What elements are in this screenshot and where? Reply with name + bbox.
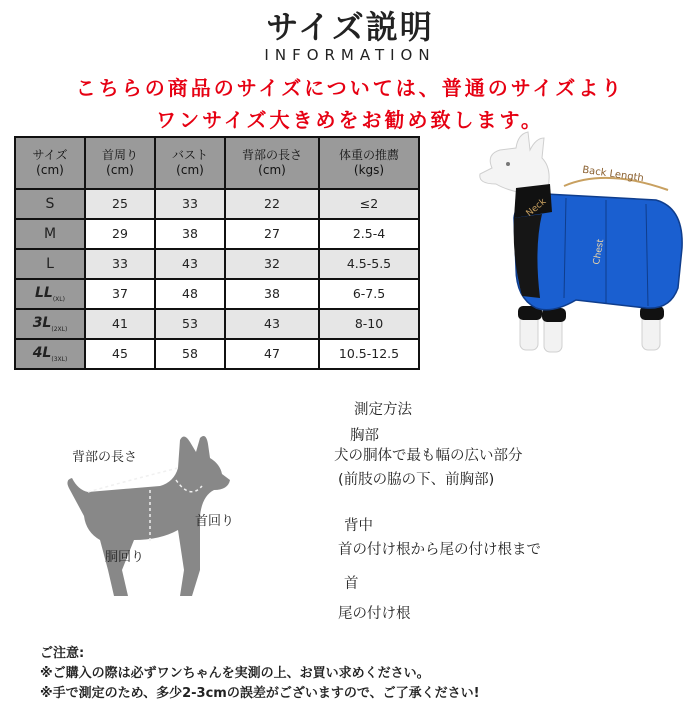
chest-label: Chest xyxy=(591,238,607,266)
page-subtitle: INFORMATION xyxy=(264,46,436,64)
chest-desc-2: (前肢の脇の下、前胸部) xyxy=(338,472,495,488)
back-desc: 首の付け根から尾の付け根まで xyxy=(338,542,541,558)
bust-cell: 58 xyxy=(155,339,225,369)
neck-cell: 25 xyxy=(85,189,155,219)
back-cell: 27 xyxy=(225,219,319,249)
table-row xyxy=(15,339,419,369)
neck-cell: 37 xyxy=(85,279,155,309)
weight-cell: 10.5-12.5 xyxy=(319,339,419,369)
header-size: サイズ (cm) xyxy=(15,137,85,189)
weight-cell: 8-10 xyxy=(319,309,419,339)
neck-label: Neck xyxy=(524,196,549,219)
header-neck: 首周り (cm) xyxy=(85,137,155,189)
back-cell: 38 xyxy=(225,279,319,309)
back-title: 背中 xyxy=(344,518,373,534)
method-title: 測定方法 xyxy=(354,402,412,418)
back-cell: 22 xyxy=(225,189,319,219)
size-notice-line-1: こちらの商品のサイズについては、普通のサイズより xyxy=(75,76,625,100)
table-row xyxy=(15,309,419,339)
page-title: サイズ説明 xyxy=(266,8,434,46)
weight-cell: ≤2 xyxy=(319,189,419,219)
header-weight: 体重の推薦 (kgs) xyxy=(319,137,419,189)
size-cell: L xyxy=(15,249,85,279)
table-row xyxy=(15,219,419,249)
mannequin-head xyxy=(480,132,549,194)
size-cell: S xyxy=(15,189,85,219)
diagram-back-label: 背部の長さ xyxy=(72,450,138,465)
note-line-2: ※手で測定のため、多少2-3cmの誤差がございますので、ご了承ください! xyxy=(40,686,480,701)
diagram-girth-label: 胴回り xyxy=(105,550,145,565)
neck-cell: 33 xyxy=(85,249,155,279)
size-cell: $LL_{(XL)}$ xyxy=(15,279,85,309)
size-table xyxy=(14,136,420,370)
mannequin-eye xyxy=(506,162,510,166)
table-row xyxy=(15,249,419,279)
note-line-1: ※ご購入の際は必ずワンちゃんを実測の上、お買い求めください。 xyxy=(40,666,430,681)
header-back-length: 背部の長さ (cm) xyxy=(225,137,319,189)
size-notice-line-2: ワンサイズ大きめをお勧め致します。 xyxy=(156,108,544,132)
neck-cell: 29 xyxy=(85,219,155,249)
neck-title: 首 xyxy=(344,576,359,592)
table-row xyxy=(15,279,419,309)
back-cell: 32 xyxy=(225,249,319,279)
size-cell: $4L_{(3XL)}$ xyxy=(15,339,85,369)
weight-cell: 4.5-5.5 xyxy=(319,249,419,279)
bust-cell: 38 xyxy=(155,219,225,249)
table-header-row xyxy=(15,137,419,189)
header-bust: バスト (cm) xyxy=(155,137,225,189)
neck-cell: 41 xyxy=(85,309,155,339)
neck-cell: 45 xyxy=(85,339,155,369)
bust-cell: 48 xyxy=(155,279,225,309)
bust-cell: 43 xyxy=(155,249,225,279)
chest-title: 胸部 xyxy=(350,428,379,444)
chest-desc-1: 犬の胴体で最も幅の広い部分 xyxy=(334,448,523,464)
bust-cell: 53 xyxy=(155,309,225,339)
notes-title: ご注意: xyxy=(40,646,85,661)
back-cell: 43 xyxy=(225,309,319,339)
bust-cell: 33 xyxy=(155,189,225,219)
product-photo xyxy=(456,128,696,358)
weight-cell: 2.5-4 xyxy=(319,219,419,249)
table-row xyxy=(15,189,419,219)
size-cell: $3L_{(2XL)}$ xyxy=(15,309,85,339)
diagram-neck-label: 首回り xyxy=(195,514,235,529)
back-length-label: Back Length xyxy=(581,164,645,185)
weight-cell: 6-7.5 xyxy=(319,279,419,309)
tail-title: 尾の付け根 xyxy=(338,606,411,622)
size-cell: M xyxy=(15,219,85,249)
back-cell: 47 xyxy=(225,339,319,369)
